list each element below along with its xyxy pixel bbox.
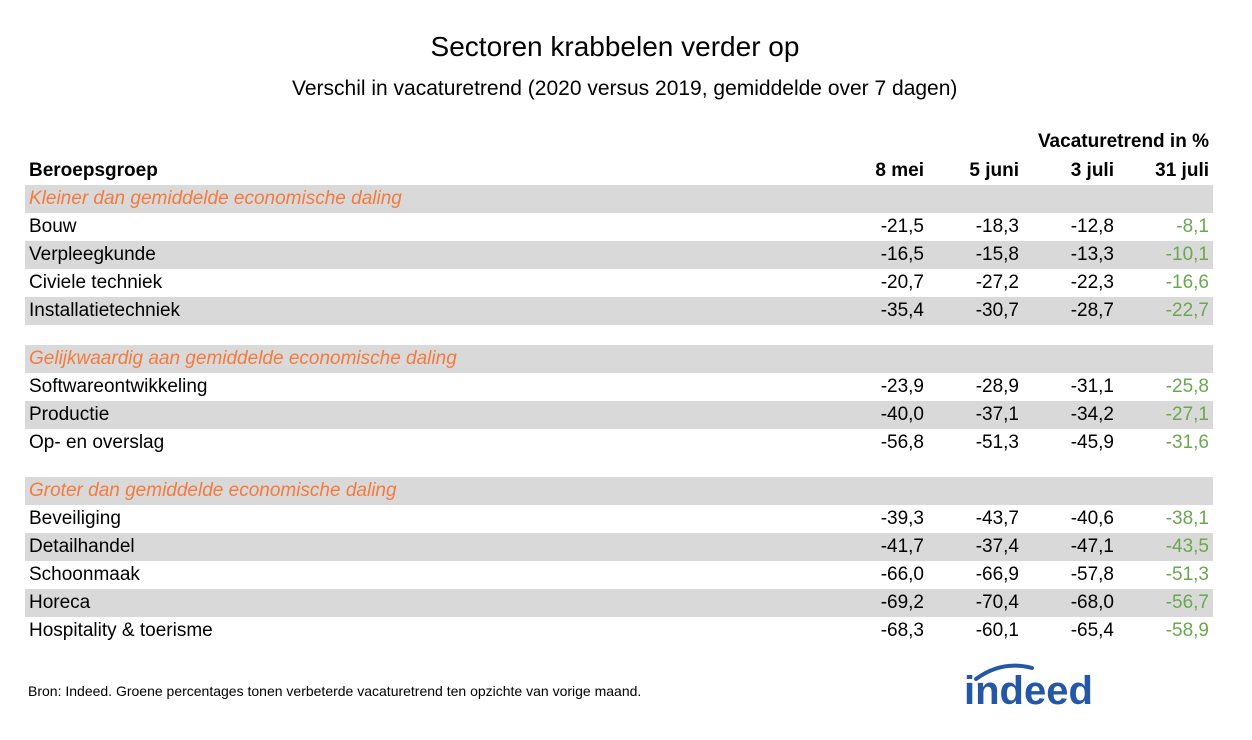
value-cell: -15,8	[975, 244, 1019, 265]
value-cell: -38,1	[1165, 508, 1209, 529]
value-cell: -60,1	[975, 620, 1019, 641]
chart-subtitle: Verschil in vacaturetrend (2020 versus 2019, gemiddelde over 7 dagen)	[292, 77, 958, 100]
column-header: 31 juli	[1155, 160, 1209, 181]
source-footnote: Bron: Indeed. Groene percentages tonen verbeterde vacaturetrend ten opzichte van vorige maand.	[28, 683, 642, 699]
value-cell: -20,7	[880, 272, 924, 293]
occupation-label: Detailhandel	[29, 536, 135, 557]
value-cell: -13,3	[1070, 244, 1114, 265]
column-header: 5 juni	[969, 160, 1019, 181]
value-cell: -57,8	[1070, 564, 1114, 585]
category-row	[25, 185, 1213, 213]
value-cell: -22,3	[1070, 272, 1114, 293]
unit-header: Vacaturetrend in %	[1037, 131, 1209, 152]
value-cell: -31,1	[1070, 376, 1114, 397]
value-cell: -39,3	[880, 508, 924, 529]
category-label: Groter dan gemiddelde economische daling	[29, 480, 397, 501]
table-row	[25, 269, 1213, 297]
occupation-label: Horeca	[29, 592, 91, 613]
vacancy-trend-table	[25, 157, 1213, 645]
indeed-logo	[962, 662, 1122, 712]
value-cell: -66,9	[975, 564, 1019, 585]
table-row	[25, 213, 1213, 241]
occupation-label: Bouw	[29, 216, 77, 237]
column-header: 8 mei	[875, 160, 924, 181]
value-cell: -56,7	[1165, 592, 1209, 613]
value-cell: -31,6	[1165, 432, 1209, 453]
value-cell: -27,1	[1165, 404, 1209, 425]
table-row	[25, 617, 1213, 645]
occupation-label: Beveiliging	[29, 508, 121, 529]
value-cell: -8,1	[1176, 216, 1209, 237]
group-spacer	[25, 457, 1213, 477]
occupation-label: Productie	[29, 404, 110, 425]
occupation-label: Softwareontwikkeling	[29, 376, 208, 397]
table-row	[25, 401, 1213, 429]
value-cell: -35,4	[880, 300, 924, 321]
table-row	[25, 373, 1213, 401]
value-cell: -27,2	[975, 272, 1019, 293]
value-cell: -12,8	[1070, 216, 1114, 237]
group-spacer	[25, 325, 1213, 345]
value-cell: -56,8	[880, 432, 924, 453]
category-row	[25, 345, 1213, 373]
value-cell: -47,1	[1070, 536, 1114, 557]
value-cell: -51,3	[1165, 564, 1209, 585]
occupation-label: Civiele techniek	[29, 272, 163, 293]
table-row	[25, 241, 1213, 269]
value-cell: -10,1	[1165, 244, 1209, 265]
value-cell: -21,5	[880, 216, 924, 237]
occupation-label: Installatietechniek	[29, 300, 181, 321]
occupation-label: Hospitality & toerisme	[29, 620, 213, 641]
value-cell: -16,6	[1165, 272, 1209, 293]
value-cell: -66,0	[880, 564, 924, 585]
value-cell: -16,5	[880, 244, 924, 265]
value-cell: -40,0	[880, 404, 924, 425]
value-cell: -18,3	[975, 216, 1019, 237]
column-header-beroepsgroep: Beroepsgroep	[29, 160, 158, 181]
occupation-label: Schoonmaak	[29, 564, 140, 585]
value-cell: -70,4	[975, 592, 1019, 613]
chart-title: Sectoren krabbelen verder op	[430, 31, 800, 62]
value-cell: -58,9	[1165, 620, 1209, 641]
value-cell: -40,6	[1070, 508, 1114, 529]
value-cell: -37,1	[975, 404, 1019, 425]
value-cell: -68,0	[1070, 592, 1114, 613]
category-label: Kleiner dan gemiddelde economische daling	[29, 188, 402, 209]
table-row	[25, 429, 1213, 457]
value-cell: -22,7	[1165, 300, 1209, 321]
value-cell: -23,9	[880, 376, 924, 397]
value-cell: -34,2	[1070, 404, 1114, 425]
category-label: Gelijkwaardig aan gemiddelde economische daling	[29, 348, 457, 369]
table-row	[25, 505, 1213, 533]
table-header-row	[25, 157, 1213, 185]
svg-text:indeed: indeed	[964, 669, 1093, 712]
value-cell: -68,3	[880, 620, 924, 641]
table-row	[25, 589, 1213, 617]
value-cell: -41,7	[880, 536, 924, 557]
value-cell: -65,4	[1070, 620, 1114, 641]
value-cell: -45,9	[1070, 432, 1114, 453]
occupation-label: Op- en overslag	[29, 432, 165, 453]
table-row	[25, 561, 1213, 589]
category-row	[25, 477, 1213, 505]
value-cell: -28,7	[1070, 300, 1114, 321]
value-cell: -43,5	[1165, 536, 1209, 557]
occupation-label: Verpleegkunde	[29, 244, 156, 265]
value-cell: -37,4	[975, 536, 1019, 557]
table-row	[25, 297, 1213, 325]
value-cell: -25,8	[1165, 376, 1209, 397]
column-header: 3 juli	[1070, 160, 1114, 181]
table-row	[25, 533, 1213, 561]
value-cell: -28,9	[975, 376, 1019, 397]
value-cell: -51,3	[975, 432, 1019, 453]
value-cell: -69,2	[880, 592, 924, 613]
value-cell: -43,7	[975, 508, 1019, 529]
value-cell: -30,7	[975, 300, 1019, 321]
